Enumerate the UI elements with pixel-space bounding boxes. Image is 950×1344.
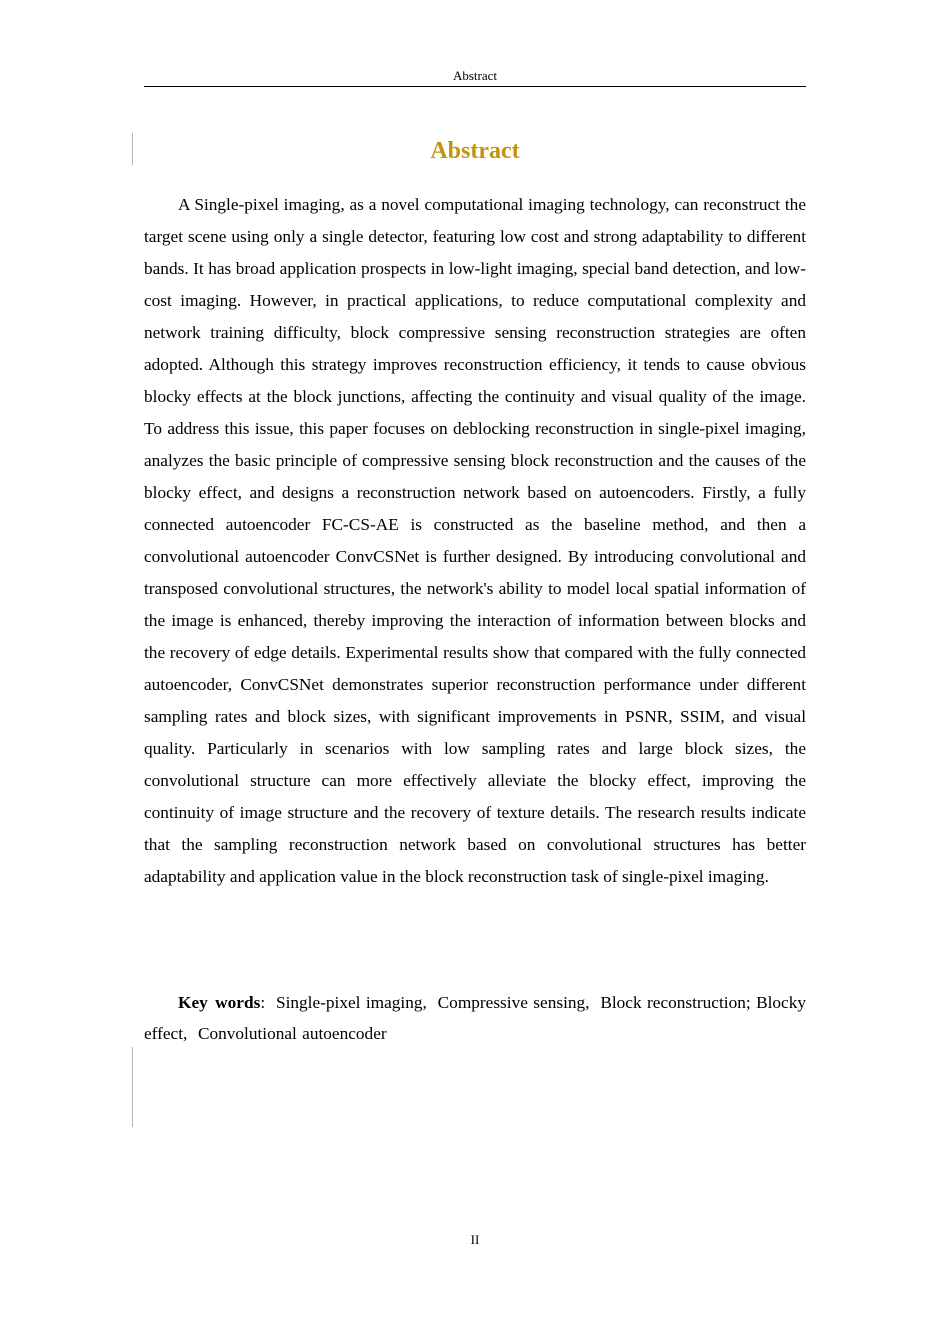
page-number: II (470, 1232, 480, 1247)
abstract-title: Abstract (430, 138, 520, 164)
abstract-body: A Single-pixel imaging, as a novel computational imaging technology, can reconstruct the target scene using only a single detector, featuring low cost and strong adaptability to different bands. It has broad application prospects in low-light imaging, special band detection, and low-cost imaging. However, in practical applications, to reduce computational complexity and network training difficulty, block compressive sensing reconstruction strategies are often adopted. Although this strategy improves reconstruction efficiency, it tends to cause obvious blocky effects at the block junctions, affecting the continuity and visual quality of the image. To address this issue, this paper focuses on deblocking reconstruction in single-pixel imaging, analyzes the basic principle of compressive sensing block reconstruction and the causes of the blocky effect, and designs a reconstruction network based on autoencoders. Firstly, a fully connected autoencoder FC-CS-AE is constructed as the baseline method, and then a convolutional autoencoder ConvCSNet is further designed. By introducing convolutional and transposed convolutional structures, the network's ability to model local spatial information of the image is enhanced, thereby improving the interaction of information between blocks and the recovery of edge details. Experimental results show that compared with the fully connected autoencoder, ConvCSNet demonstrates superior reconstruction performance under different sampling rates and block sizes, with significant improvements in PSNR, SSIM, and visual quality. Particularly in scenarios with low sampling rates and large block sizes, the convolutional structure can more effectively alleviate the blocky effect, improving the continuity of image structure and the recovery of texture details. The research results indicate that the sampling reconstruction network based on convolutional structures has better adaptability and application value in the block reconstruction task of single-pixel imaging. (144, 195, 806, 886)
header-rule (144, 86, 806, 87)
keywords-text: Single-pixel imaging, Compressive sensing, Block reconstruction; Blocky effect, Convolutional autoencoder (144, 993, 812, 1043)
margin-mark-top (132, 133, 133, 165)
keywords-paragraph (144, 987, 812, 1049)
margin-mark-bottom (132, 1047, 133, 1127)
keywords-label: Key words (178, 993, 261, 1012)
keywords-separator: : (260, 993, 266, 1012)
running-header: Abstract (452, 68, 498, 83)
